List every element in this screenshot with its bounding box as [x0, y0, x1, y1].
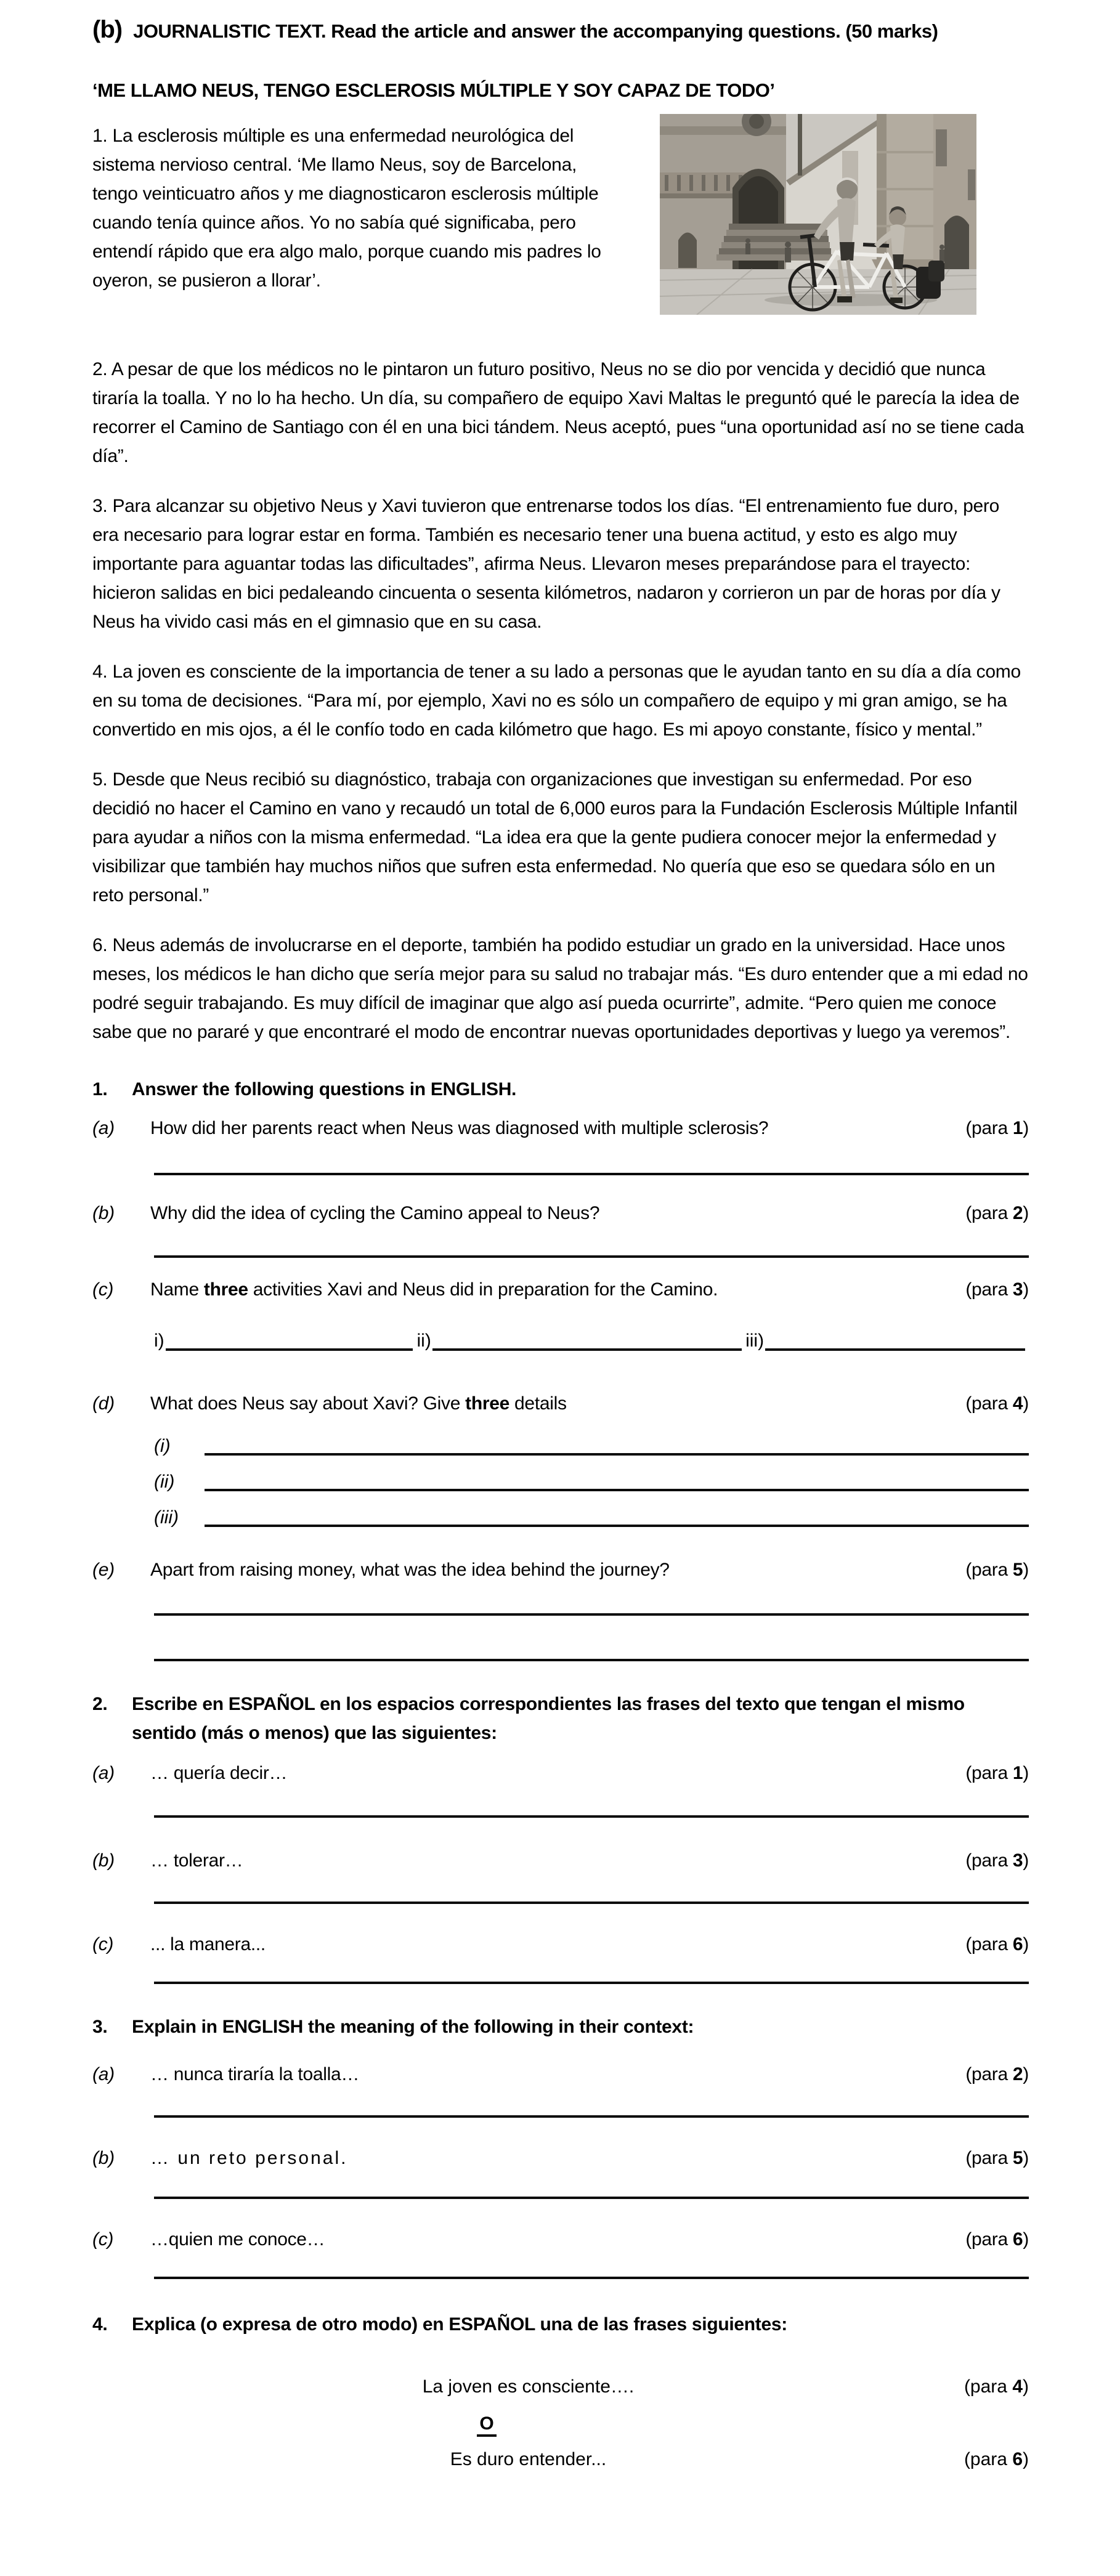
answer-line-3a	[154, 2115, 1029, 2118]
question-4-option-1-para-ref: (para 4)	[964, 2376, 1029, 2397]
question-1e-text: Apart from raising money, what was the idea behind the journey?	[150, 1560, 670, 1580]
question-2-number: 2.	[92, 1694, 108, 1714]
question-2a	[92, 1761, 1029, 1786]
blank-line-i	[166, 1348, 413, 1351]
question-3-title: Explain in ENGLISH the meaning of the following in their context:	[132, 2017, 694, 2037]
question-3-heading	[92, 2012, 1029, 2041]
question-3b	[92, 2146, 1029, 2171]
question-1a-para-ref: (para 1)	[965, 1118, 1029, 1138]
question-1c-label: (c)	[92, 1279, 114, 1300]
blank-label-iii: iii)	[745, 1331, 765, 1351]
question-2c-text: ... la manera...	[150, 1934, 266, 1954]
question-1d-blank-i: (i)	[154, 1433, 1029, 1459]
question-2-title: Escribe en ESPAÑOL en los espacios correspondientes las frases del texto que tengan el mismo sentido (más o menos) que las siguientes:	[132, 1694, 965, 1743]
question-4-number: 4.	[92, 2314, 108, 2335]
question-1c-blanks	[154, 1327, 1029, 1355]
answer-line-2b	[154, 1902, 1029, 1904]
answer-line-1d-iii	[205, 1525, 1029, 1527]
question-3c	[92, 2227, 1029, 2252]
question-1d-label: (d)	[92, 1393, 115, 1414]
question-3a-para-ref: (para 2)	[965, 2064, 1029, 2084]
question-4-heading	[92, 2310, 1029, 2339]
question-1a-text: How did her parents react when Neus was diagnosed with multiple sclerosis?	[150, 1118, 769, 1138]
question-3a	[92, 2062, 1029, 2087]
question-2a-para-ref: (para 1)	[965, 1763, 1029, 1783]
question-2a-text: … quería decir…	[150, 1763, 288, 1783]
question-1b-text: Why did the idea of cycling the Camino appeal to Neus?	[150, 1203, 600, 1223]
question-3c-text: …quien me conoce…	[150, 2229, 325, 2250]
question-1a	[92, 1116, 1029, 1141]
question-1a-label: (a)	[92, 1118, 115, 1138]
article-title: ‘ME LLAMO NEUS, TENGO ESCLEROSIS MÚLTIPLE Y SOY CAPAZ DE TODO’	[92, 79, 775, 101]
question-1c-para-ref: (para 3)	[965, 1279, 1029, 1300]
answer-line-3c	[154, 2277, 1029, 2279]
answer-line-1a	[154, 1173, 1029, 1175]
question-3a-label: (a)	[92, 2064, 115, 2084]
question-1b-para-ref: (para 2)	[965, 1203, 1029, 1223]
question-2b	[92, 1849, 1029, 1873]
blank-line-iii	[765, 1348, 1025, 1351]
question-4-option-2	[92, 2447, 1029, 2472]
question-4-title: Explica (o expresa de otro modo) en ESPAÑOL una de las frases siguientes:	[132, 2314, 787, 2335]
answer-line-2c	[154, 1982, 1029, 1984]
question-3b-text: … un reto personal.	[150, 2148, 348, 2168]
question-2c-label: (c)	[92, 1934, 114, 1954]
question-1d-text: What does Neus say about Xavi? Give three details	[150, 1393, 567, 1414]
or-label: O	[477, 2413, 496, 2437]
question-1d-blank-iii: (iii)	[154, 1505, 1029, 1531]
question-1d-para-ref: (para 4)	[965, 1393, 1029, 1414]
article-paragraph-2: 2. A pesar de que los médicos no le pintaron un futuro positivo, Neus no se dio por vencida y decidió que nunca tiraría la toalla. Y no lo ha hecho. Un día, su compañero de equipo Xavi Maltas le preguntó qué le parecía la idea de recorrer el Camino de Santiago con él en una bici tándem. Neus aceptó, pues “una oportunidad así no se tiene cada día”.	[92, 359, 1025, 466]
question-4-or-divider	[92, 2412, 1029, 2436]
article-paragraph-3: 3. Para alcanzar su objetivo Neus y Xavi tuvieron que entrenarse todos los días. “El entrenamiento fue duro, pero era necesario para lograr estar en forma. También es necesario tener una buena actitud, y esto es algo muy importante para aguantar todas las dificultades”, afirma Neus. Llevaron meses preparándose para el trayecto: hicieron salidas en bici pedaleando cincuenta o sesenta kilómetros, nadaron y corrieron un par de horas por día y Neus ha vivido casi más en el gimnasio que en su casa.	[92, 496, 1000, 632]
question-2c-para-ref: (para 6)	[965, 1934, 1029, 1954]
question-3c-label: (c)	[92, 2229, 114, 2250]
section-instructions: JOURNALISTIC TEXT. Read the article and answer the accompanying questions. (50 marks)	[133, 20, 938, 42]
article-paragraph-6: 6. Neus además de involucrarse en el deporte, también ha podido estudiar un grado en la universidad. Hace unos meses, los médicos le han dicho que sería mejor para su salud no trabajar más. “Es duro entender que a mi edad no podré seguir trabajando. Es muy difícil de imaginar que algo así pueda ocurrirte”, admite. “Pero quien me conoce sabe que no pararé y que encontraré el modo de encontrar nuevas oportunidades deportivas y luego ya veremos”.	[92, 935, 1028, 1042]
blank-line-ii	[432, 1348, 742, 1351]
question-1-heading	[92, 1075, 1029, 1104]
question-2a-label: (a)	[92, 1763, 115, 1783]
question-1d	[92, 1391, 1029, 1416]
article-paragraph-1: 1. La esclerosis múltiple es una enfermedad neurológica del sistema nervioso central. ‘Me llamo Neus, soy de Barcelona, tengo veinticuatro años y me diagnosticaron esclerosis múltiple cuando tenía quince años. Yo no sabía qué significaba, pero entendí rápido que era algo malo, porque cuando mis padres lo oyeron, se pusieron a llorar’.	[92, 126, 601, 291]
question-4-option-1-text: La joven es consciente….	[422, 2376, 635, 2397]
article-paragraph-4: 4. La joven es consciente de la importancia de tener a su lado a personas que le ayudan tanto en su día a día como en su toma de decisiones. “Para mí, por ejemplo, Xavi no es sólo un compañero de equipo y mi gran amigo, se ha convertido en mis ojos, a él le confío todo en cada kilómetro que hago. Es mi apoyo constante, físico y mental.”	[92, 662, 1021, 740]
question-2b-text: … tolerar…	[150, 1850, 243, 1871]
question-1e-label: (e)	[92, 1560, 115, 1580]
section-label: (b)	[92, 16, 123, 43]
question-1-title: Answer the following questions in ENGLISH.	[132, 1079, 517, 1100]
article-paragraph-5: 5. Desde que Neus recibió su diagnóstico, trabaja con organizaciones que investigan su enfermedad. Por eso decidió no hacer el Camino en vano y recaudó un total de 6,000 euros para la Fundación Esclerosis Múltiple Infantil para ayudar a niños con la misma enfermedad. “La idea era que la gente pudiera conocer mejor la enfermedad y visibilizar que también hay muchos niños que sufren esta enfermedad. No quería que eso se quedara sólo en un reto personal.”	[92, 769, 1018, 905]
answer-line-1e-2	[154, 1659, 1029, 1661]
section-header	[92, 16, 1029, 44]
question-1e	[92, 1558, 1029, 1582]
answer-line-1d-i	[205, 1453, 1029, 1456]
article	[92, 121, 1029, 1047]
answer-line-1d-ii	[205, 1489, 1029, 1491]
question-3b-para-ref: (para 5)	[965, 2148, 1029, 2168]
question-1d-blank-ii: (ii)	[154, 1469, 1029, 1495]
question-3a-text: … nunca tiraría la toalla…	[150, 2064, 360, 2084]
question-1b-label: (b)	[92, 1203, 115, 1223]
question-2b-para-ref: (para 3)	[965, 1850, 1029, 1871]
question-2b-label: (b)	[92, 1850, 115, 1871]
answer-line-3b	[154, 2197, 1029, 2199]
question-2c	[92, 1932, 1029, 1957]
question-1b	[92, 1201, 1029, 1226]
article-photo	[660, 114, 976, 315]
question-3b-label: (b)	[92, 2148, 115, 2168]
blank-label-i: i)	[154, 1331, 164, 1351]
question-3c-para-ref: (para 6)	[965, 2229, 1029, 2250]
answer-line-1e-1	[154, 1613, 1029, 1616]
blank-label-ii: ii)	[416, 1331, 431, 1351]
question-4-option-2-text: Es duro entender...	[450, 2449, 607, 2469]
question-2-heading	[92, 1690, 1029, 1748]
question-1c-text: Name three activities Xavi and Neus did in preparation for the Camino.	[150, 1279, 718, 1300]
question-3-number: 3.	[92, 2017, 108, 2037]
question-1-number: 1.	[92, 1079, 108, 1100]
answer-line-2a	[154, 1815, 1029, 1818]
question-1e-para-ref: (para 5)	[965, 1560, 1029, 1580]
answer-line-1b	[154, 1255, 1029, 1258]
question-4-option-1	[92, 2375, 1029, 2399]
question-1c	[92, 1278, 1029, 1302]
question-4-option-2-para-ref: (para 6)	[964, 2449, 1029, 2469]
